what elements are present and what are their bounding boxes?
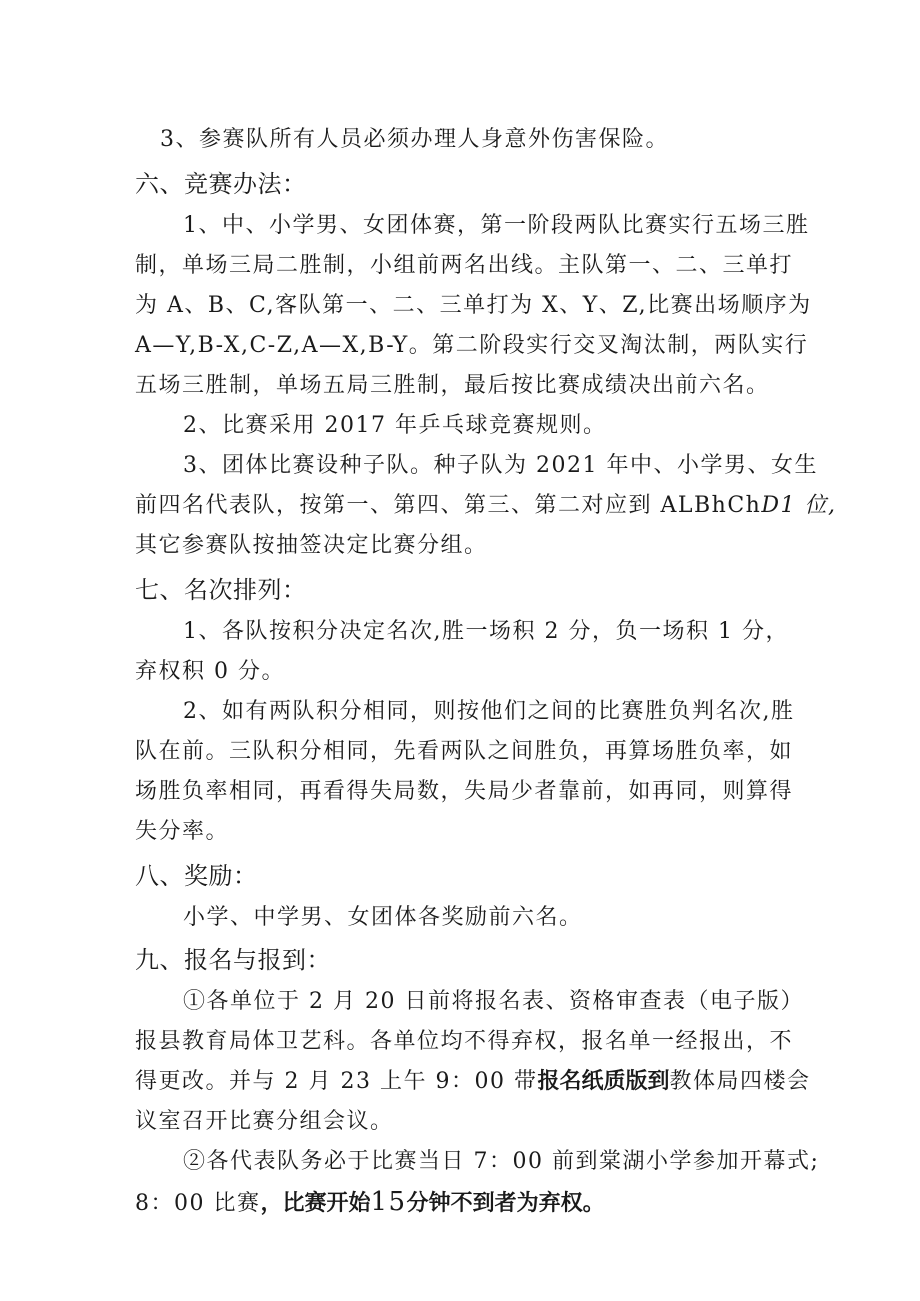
paragraph-line [135, 1067, 810, 1097]
paragraph-line: ②各代表队务必于比赛当日 7：00 前到棠湖小学参加开幕式; [183, 1149, 820, 1174]
paragraph-line: 2、如有两队积分相同，则按他们之间的比赛胜负判名次,胜 [183, 699, 795, 724]
paper-copy-emphasis: 报名纸质版到 [537, 1069, 670, 1094]
forfeit-rule-emphasis: ，比赛开始 [260, 1191, 371, 1216]
paragraph-line: 失分率。 [135, 819, 230, 844]
registration-text: 得更改。并与 2 月 23 上午 9：00 带 [135, 1069, 538, 1094]
paragraph-line: 1、中、小学男、女团体赛，第一阶段两队比赛实行五场三胜 [183, 213, 810, 238]
paragraph-line: 小学、中学男、女团体各奖励前六名。 [183, 905, 583, 930]
section-heading-competition-method: 六、竞赛办法： [135, 170, 307, 198]
paragraph-line: 报县教育局体卫艺科。各单位均不得弃权，报名单一经报出，不 [135, 1029, 794, 1054]
forfeit-rule-emphasis: 分钟不到者为弃权。 [406, 1191, 605, 1216]
forfeit-minutes: 15 [370, 1187, 407, 1217]
registration-text: 教体局四楼会 [669, 1069, 811, 1094]
paragraph-line: 为 A、B、C,客队第一、二、三单打为 X、Y、Z,比赛出场顺序为 [135, 293, 812, 318]
paragraph-line: 2、比赛采用 2017 年乒乓球竞赛规则。 [183, 413, 607, 438]
seed-position-text: D1 位, [761, 493, 837, 518]
paragraph-line: 1、各队按积分决定名次,胜一场积 2 分，负一场积 1 分， [183, 619, 789, 644]
section-heading-awards: 八、奖励： [135, 862, 258, 890]
paragraph-line: 议室召开比赛分组会议。 [135, 1109, 394, 1134]
seed-text: 前四名代表队，按第一、第四、第三、第二对应到 ALBhCh [135, 493, 762, 518]
paragraph-line: ①各单位于 2 月 20 日前将报名表、资格审查表（电子版） [183, 989, 804, 1014]
paragraph-line [135, 1187, 605, 1219]
paragraph-line: A—Y,B-X,C-Z,A—X,B-Y。第二阶段实行交叉淘汰制，两队实行 [135, 333, 809, 358]
match-time-text: 8：00 比赛 [135, 1191, 261, 1216]
section-heading-registration: 九、报名与报到： [135, 946, 331, 974]
paragraph-line: 弃权积 0 分。 [135, 659, 285, 684]
paragraph-line: 其它参赛队按抽签决定比赛分组。 [135, 533, 488, 558]
paragraph-line [135, 491, 836, 521]
section-heading-ranking: 七、名次排列： [135, 576, 307, 604]
paragraph-line: 队在前。三队积分相同，先看两队之间胜负，再算场胜负率，如 [135, 739, 794, 764]
insurance-item: 3、参赛队所有人员必须办理人身意外伤害保险。 [160, 127, 669, 152]
paragraph-line: 制，单场三局二胜制，小组前两名出线。主队第一、二、三单打 [135, 253, 794, 278]
paragraph-line: 3、团体比赛设种子队。种子队为 2021 年中、小学男、女生 [183, 453, 818, 478]
paragraph-line: 场胜负率相同，再看得失局数，失局少者靠前，如再同，则算得 [135, 779, 794, 804]
paragraph-line: 五场三胜制，单场五局三胜制，最后按比赛成绩决出前六名。 [135, 373, 770, 398]
